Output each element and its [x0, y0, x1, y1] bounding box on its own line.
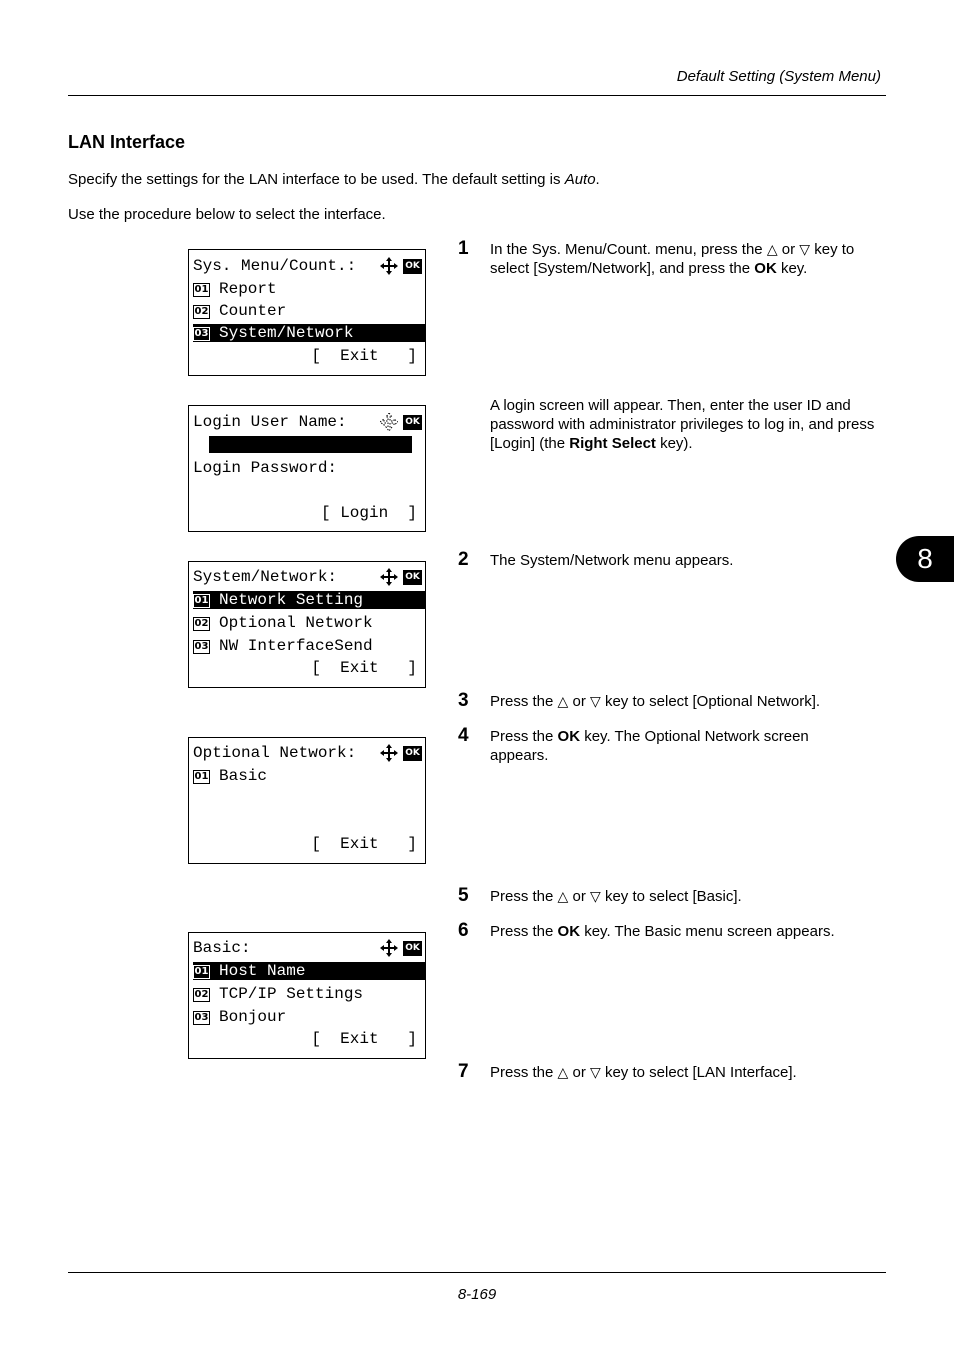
step-text-part: Press the: [490, 728, 554, 745]
user-name-input-bar: [209, 436, 412, 453]
step-text-part: In the Sys. Menu/Count. menu, press the: [490, 241, 763, 258]
down-triangle-icon: ▽: [590, 693, 601, 709]
lcd-softkey-login: [ Login ]: [320, 504, 417, 522]
lcd-status-icons: [380, 413, 422, 431]
step-text-part: or: [572, 693, 586, 710]
lcd-softkey-exit: [ Exit ]: [311, 1030, 417, 1048]
up-triangle-icon: △: [766, 241, 778, 257]
step-text-part: key to select [Optional Network].: [604, 693, 821, 710]
down-triangle-icon: ▽: [590, 888, 601, 904]
four-way-arrow-icon: [380, 257, 398, 275]
step-text-part: key).: [660, 435, 693, 452]
lcd-panel-system-network: [188, 561, 426, 688]
item-number: 03: [194, 641, 209, 652]
lcd-menu-item-selected: [193, 591, 425, 609]
item-number: 03: [194, 1012, 209, 1023]
running-header: Default Setting (System Menu): [676, 68, 881, 85]
step-text-part: key. The Optional Network screen appears.: [490, 728, 809, 764]
lcd-title: Sys. Menu/Count.:: [193, 257, 357, 275]
intro-text-end: .: [595, 171, 600, 188]
lcd-menu-item: [193, 636, 425, 657]
item-label: Basic: [219, 767, 268, 785]
step-number: 4: [458, 725, 469, 746]
ok-key-icon: OK: [403, 259, 422, 274]
four-way-arrow-icon: [380, 744, 398, 762]
lcd-softkey-exit: [ Exit ]: [311, 347, 417, 365]
item-label: TCP/IP Settings: [219, 985, 364, 1003]
step-number: 6: [458, 920, 469, 941]
item-label: Bonjour: [219, 1008, 287, 1026]
item-number: 01: [194, 966, 209, 977]
intro-paragraph: [68, 171, 600, 188]
item-label: Network Setting: [219, 591, 364, 609]
lcd-menu-item: [193, 984, 425, 1005]
section-title: LAN Interface: [68, 132, 186, 152]
lcd-panel-optional-network: [188, 737, 426, 864]
up-triangle-icon: △: [557, 1064, 569, 1080]
lcd-title: System/Network:: [193, 568, 338, 586]
item-number: 03: [194, 328, 209, 339]
item-label: Counter: [219, 302, 287, 320]
lcd-panel-login: [188, 405, 426, 532]
lcd-status-icons: [380, 257, 422, 275]
lcd-softkey-exit: [ Exit ]: [311, 659, 417, 677]
lcd-softkey-exit: [ Exit ]: [311, 835, 417, 853]
down-triangle-icon: ▽: [799, 241, 811, 257]
procedure-intro: Use the procedure below to select the interface.: [68, 206, 386, 223]
step-number: 3: [458, 690, 469, 711]
item-number: 01: [194, 595, 209, 606]
step-text: [490, 727, 860, 765]
lcd-panel-sysmenu: [188, 249, 426, 376]
step-text-part: key to select [Basic].: [604, 888, 742, 905]
item-label: Host Name: [219, 962, 306, 980]
lcd-title: Login User Name:: [193, 413, 347, 431]
step-text-part: Press the: [490, 888, 554, 905]
lcd-menu-item: [193, 301, 425, 322]
header-rule: [68, 95, 886, 96]
step-text-part: or: [781, 241, 796, 258]
item-number: 01: [194, 771, 209, 782]
ok-key-icon: OK: [403, 415, 422, 430]
lcd-panel-basic: [188, 932, 426, 1059]
four-way-arrow-dotted-icon: [380, 413, 398, 431]
ok-key-label: OK: [557, 923, 581, 940]
lcd-menu-item-selected: [193, 324, 425, 342]
step-number: 7: [458, 1061, 469, 1082]
item-number: 02: [194, 618, 209, 629]
item-label: Optional Network: [219, 614, 373, 632]
password-label: Login Password:: [193, 459, 338, 477]
step-text: [490, 887, 890, 906]
down-triangle-icon: ▽: [590, 1064, 601, 1080]
lcd-menu-item: [193, 279, 425, 300]
step-text: [490, 240, 890, 278]
step-text-part: Press the: [490, 923, 554, 940]
step-text-part: key to select [System/Network], and press the: [490, 241, 855, 277]
intro-emphasis: Auto: [564, 171, 596, 188]
item-number: 02: [194, 306, 209, 317]
item-number: 01: [194, 284, 209, 295]
lcd-status-icons: [380, 568, 422, 586]
ok-key-icon: OK: [403, 941, 422, 956]
step-number: 1: [458, 238, 469, 259]
four-way-arrow-icon: [380, 568, 398, 586]
item-number: 02: [194, 989, 209, 1000]
lcd-status-icons: [380, 939, 422, 957]
ok-key-label: OK: [754, 260, 777, 277]
step-text-part: key to select [LAN Interface].: [604, 1064, 797, 1081]
four-way-arrow-icon: [380, 939, 398, 957]
step-text-part: key. The Basic menu screen appears.: [584, 923, 835, 940]
item-label: System/Network: [219, 324, 354, 342]
step-text: [490, 692, 890, 711]
step-text: [490, 1063, 890, 1082]
step-text-part: or: [572, 888, 586, 905]
intro-text: Specify the settings for the LAN interface to be used. The default setting is: [68, 171, 565, 188]
lcd-menu-item: [193, 766, 425, 787]
step-text: [490, 922, 890, 941]
item-label: NW InterfaceSend: [219, 637, 373, 655]
step-text-part: Press the: [490, 1064, 554, 1081]
up-triangle-icon: △: [557, 888, 569, 904]
lcd-menu-item: [193, 613, 425, 634]
step-number: 5: [458, 885, 469, 906]
step-text-part: Press the: [490, 693, 554, 710]
step-text-part: A login screen will appear. Then, enter the user ID and password with administrator privileges to log in, and press [Login] (the: [490, 397, 875, 452]
lcd-menu-item: [193, 1007, 425, 1028]
up-triangle-icon: △: [557, 693, 569, 709]
lcd-menu-item-selected: [193, 962, 425, 980]
lcd-status-icons: [380, 744, 422, 762]
step-text-part: or: [572, 1064, 586, 1081]
login-note: [490, 396, 882, 453]
ok-key-icon: OK: [403, 746, 422, 761]
item-label: Report: [219, 280, 277, 298]
ok-key-icon: OK: [403, 570, 422, 585]
footer-rule: [68, 1272, 886, 1273]
step-text-part: key.: [780, 260, 808, 277]
chapter-tab: 8: [896, 536, 954, 582]
step-text: The System/Network menu appears.: [490, 552, 734, 569]
page-number: 8-169: [457, 1286, 497, 1303]
step-number: 2: [458, 549, 469, 570]
lcd-title: Optional Network:: [193, 744, 357, 762]
right-select-label: Right Select: [569, 435, 656, 452]
ok-key-label: OK: [557, 728, 581, 745]
lcd-title: Basic:: [193, 939, 251, 957]
